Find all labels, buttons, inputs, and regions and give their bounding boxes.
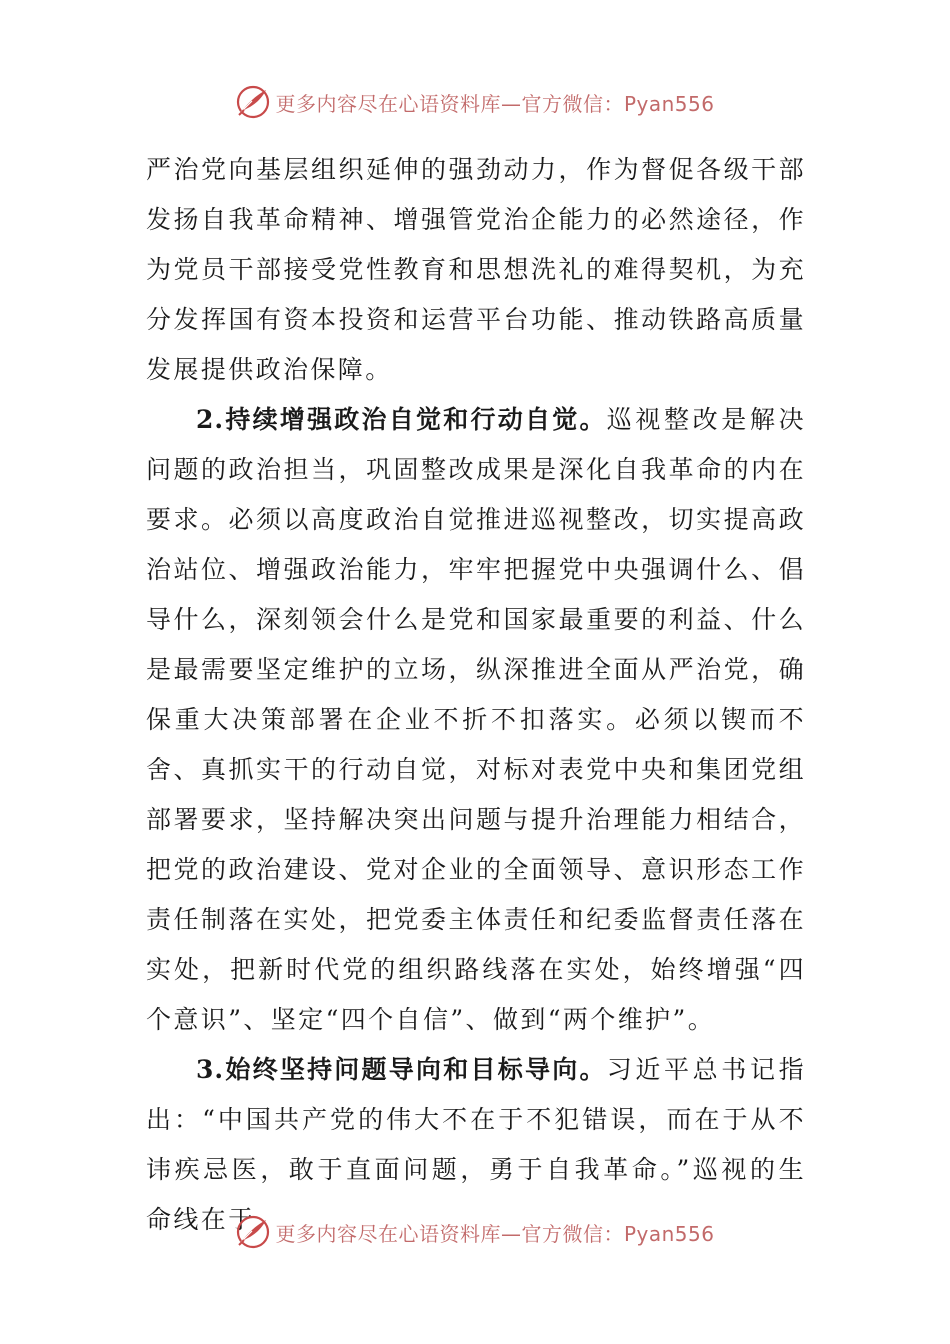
paragraph-3-lead: 3.始终坚持问题导向和目标导向。 <box>196 1055 607 1084</box>
document-body <box>146 145 806 1245</box>
header-brand-text: 更多内容尽在心语资料库—官方微信：Pyan556 <box>275 91 715 116</box>
paragraph-2 <box>146 395 806 1045</box>
paragraph-2-text: 巡视整改是解决问题的政治担当，巩固整改成果是深化自我革命的内在要求。必须以高度政治自觉推进巡视整改，切实提高政治站位、增强政治能力，牢牢把握党中央强调什么、倡导什么，深刻领会什么是党和国家最重要的利益、什么是最需要坚定维护的立场，纵深推进全面从严治党，确保重大决策部署在企业不折不扣落实。必须以锲而不舍、真抓实干的行动自觉，对标对表党中央和集团党组部署要求，坚持解决突出问题与提升治理能力相结合，把党的政治建设、党对企业的全面领导、意识形态工作责任制落在实处，把党委主体责任和纪委监督责任落在实处，把新时代党的组织路线落在实处，始终增强“四个意识”、坚定“四个自信”、做到“两个维护”。 <box>146 405 806 1034</box>
feather-pen-logo-icon <box>235 1214 271 1250</box>
paragraph-1-text: 严治党向基层组织延伸的强劲动力，作为督促各级干部发扬自我革命精神、增强管党治企能力的必然途径，作为党员干部接受党性教育和思想洗礼的难得契机，为充分发挥国有资本投资和运营平台功能、推动铁路高质量发展提供政治保障。 <box>146 155 806 384</box>
feather-pen-logo-icon <box>235 84 271 120</box>
header-banner <box>0 82 950 122</box>
footer-banner <box>0 1212 950 1252</box>
paragraph-3-text: 习近平总书记指出：“中国共产党的伟大不在于不犯错误，而在于从不讳疾忌医，敢于直面问题，勇于自我革命。”巡视的生命线在于 <box>146 1055 806 1234</box>
paragraph-1 <box>146 145 806 395</box>
footer-brand-text: 更多内容尽在心语资料库—官方微信：Pyan556 <box>275 1221 715 1246</box>
paragraph-2-lead: 2.持续增强政治自觉和行动自觉。 <box>196 405 607 434</box>
